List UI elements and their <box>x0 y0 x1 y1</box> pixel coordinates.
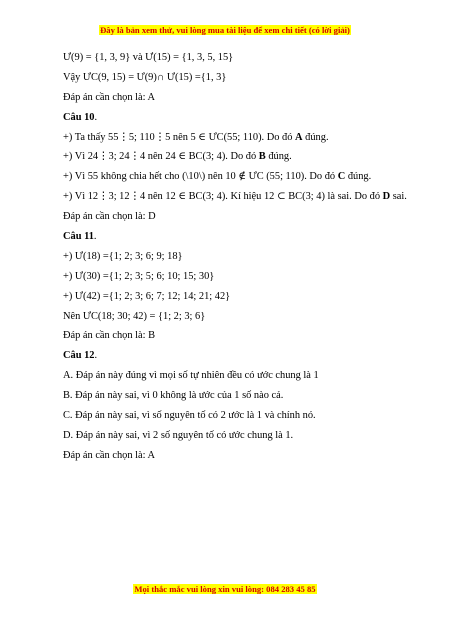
line-text: Đáp án cần chọn là: B <box>63 330 156 342</box>
text-line <box>63 147 423 167</box>
contact-banner <box>0 584 450 594</box>
text-line <box>63 68 423 88</box>
question-heading <box>63 108 423 128</box>
text-line <box>63 307 423 327</box>
text-line <box>63 247 423 267</box>
text-line <box>63 287 423 307</box>
line-text: Đáp án cần chọn là: A <box>63 91 156 103</box>
text-line <box>63 267 423 287</box>
line-text: +) Vì 24⋮3; 24⋮4 nên 24 ∈ BC(3; 4). Do đó <box>63 151 259 163</box>
line-text: . <box>93 231 97 243</box>
question-heading <box>63 346 423 366</box>
line-text: Ư(9) = {1, 3, 9} và Ư(15) = {1, 3, 5, 15} <box>63 52 234 63</box>
line-text: Vậy ƯC(9, 15) = Ư(9)∩ Ư(15) ={1, 3} <box>63 71 227 83</box>
text-line <box>63 406 423 426</box>
line-text: Đáp án cần chọn là: D <box>63 211 156 223</box>
line-text: C. Đáp án này sai, vì số nguyên tố có 2 ước là 1 và chính nó. <box>63 410 316 422</box>
question-heading <box>63 227 423 247</box>
text-line <box>63 128 423 148</box>
text-line <box>63 386 423 406</box>
line-text: . <box>94 350 98 362</box>
text-line <box>63 167 423 187</box>
text-line <box>63 446 423 466</box>
text-line <box>63 48 423 68</box>
answer-letter: B <box>258 151 266 163</box>
text-line <box>63 88 423 108</box>
line-text: . <box>94 111 98 123</box>
text-line <box>63 187 423 207</box>
line-text: +) Ư(18) ={1; 2; 3; 6; 9; 18} <box>63 250 183 262</box>
line-text: D. Đáp án này sai, vì 2 số nguyên tố có ước chung là 1. <box>63 429 294 441</box>
question-number: Câu 11 <box>63 231 94 243</box>
text-line <box>63 426 423 446</box>
line-text: B. Đáp án này sai, vì 0 không là ước của 1 số nào cả. <box>63 390 284 402</box>
line-text: +) Ta thấy 55⋮5; 110⋮5 nên 5 ∈ ƯC(55; 110). Do đó <box>63 131 296 143</box>
line-suffix: đúng. <box>302 131 329 143</box>
line-text: Nên ƯC(18; 30; 42) = {1; 2; 3; 6} <box>63 310 206 322</box>
contact-text: Mọi thắc mắc vui lòng xin vui lòng: 084 283 45 85 <box>134 584 316 594</box>
answer-letter: D <box>382 191 391 203</box>
preview-notice-text: Đây là bản xem thử, vui lòng mua tài liệu để xem chi tiết (có lời giải) <box>100 25 350 35</box>
line-suffix: sai. <box>390 191 407 203</box>
line-suffix: đúng. <box>265 151 292 163</box>
text-line <box>63 207 423 227</box>
answer-letter: A <box>295 131 303 143</box>
line-suffix: đúng. <box>345 171 372 183</box>
question-number: Câu 10 <box>63 111 95 123</box>
text-line <box>63 326 423 346</box>
line-text: +) Ư(30) ={1; 2; 3; 5; 6; 10; 15; 30} <box>63 270 215 282</box>
preview-notice-banner <box>0 25 450 35</box>
answer-letter: C <box>337 171 346 183</box>
answer-content <box>63 48 423 466</box>
question-number: Câu 12 <box>63 350 95 362</box>
line-text: +) Vì 55 không chia hết cho (\10\) nên 10 ∉ ƯC (55; 110). Do đó <box>63 171 338 183</box>
line-text: A. Đáp án này đúng vì mọi số tự nhiên đều có ước chung là 1 <box>63 370 319 382</box>
line-text: +) Vì 12⋮3; 12⋮4 nên 12 ∈ BC(3; 4). Kí hiệu 12 ⊂ BC(3; 4) là sai. Do đó <box>63 191 383 203</box>
line-text: +) Ư(42) ={1; 2; 3; 6; 7; 12; 14; 21; 42} <box>63 290 231 302</box>
text-line <box>63 366 423 386</box>
line-text: Đáp án cần chọn là: A <box>63 449 156 461</box>
